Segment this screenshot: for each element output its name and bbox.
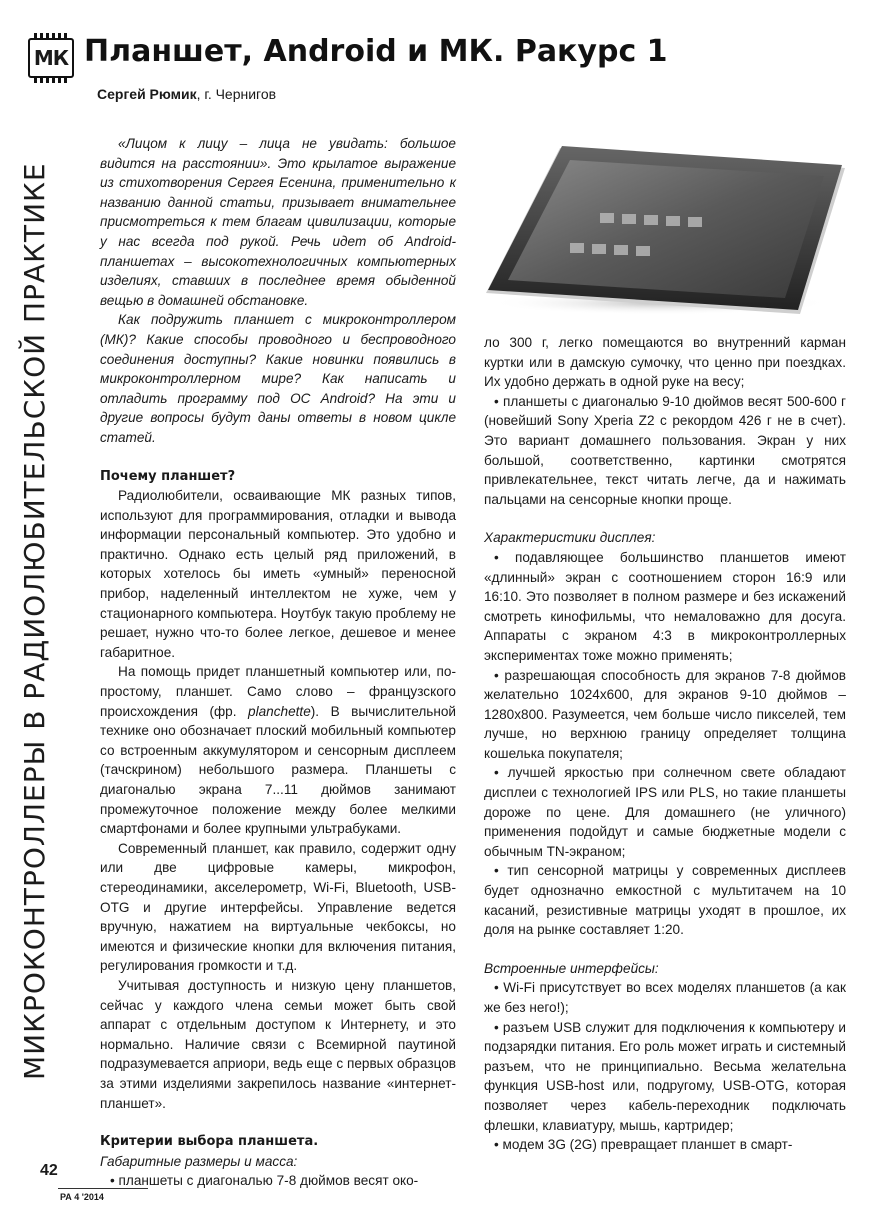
bullet-item: • Wi-Fi присутствует во всех моделях планшетов (а как же без него!); (484, 980, 846, 1015)
heading-why-tablet: Почему планшет? (100, 468, 236, 484)
bullet-item: • лучшей яркостью при солнечном свете обладают дисплеи с технологией IPS или PLS, но такие планшеты дороже по цене. Для домашнего (не уличного) применения подойдут и самые бюджетные модели с обычным TN-экраном; (484, 765, 846, 859)
bullet-item: • разрешающая способность для экранов 7-8 дюймов желательно 1024x600, для экранов 9-10 дюймов – 1280x800. Разумеется, чем больше число пикселей, тем лучше, но верхнюю границу определяет толщина кошелька покупателя; (484, 667, 846, 761)
bullet-item: • подавляющее большинство планшетов имеют «длинный» экран с соотношением сторон 16:9 или 16:10. Это позволяет в полном размере и без искажений смотреть кинофильмы, что немаловажно для досуга. Аппараты с экраном 4:3 в микроконтроллерных экспериментах тоже можно применять; (484, 549, 846, 663)
left-column (100, 134, 456, 1191)
subheading-interfaces: Встроенные интерфейсы: (484, 960, 659, 976)
body-paragraph-2: На помощь придет планшетный компьютер или, по-простому, планшет. Само слово – французского происхождения (фр. planchette). В вычислительной технике оно обозначает плоский мобильный компьютер со встроенным аккумулятором и сенсорным дисплеем (тачскрином) небольшого размера. Планшеты с диагональю экрана 7...11 дюймов занимают промежуточное положение между более мелкими смартфонами и более крупными ультрабуками. (100, 664, 456, 837)
heading-criteria: Критерии выбора планшета. (100, 1134, 319, 1150)
magazine-logo: МК (28, 38, 74, 78)
subheading-display: Характеристики дисплея: (484, 530, 656, 546)
tablet-photo (480, 118, 856, 318)
body-continuation: ло 300 г, легко помещаются во внутренний карман куртки или в дамскую сумочку, что ценно при поездках. Их удобно держать в одной руке на весу; (484, 335, 846, 390)
author-name: Сергей Рюмик (97, 86, 197, 102)
body-paragraph-3: Современный планшет, как правило, содержит одну или две цифровые камеры, микрофон, стереодинамики, акселерометр, Wi-Fi, Bluetooth, USB-OTG и другие интерфейсы. Управление ведется вручную, нажатием на виртуальные чекбоксы, но имеются и физические кнопки для включения питания, регулирования громкости и т.д. (100, 840, 456, 974)
issue-label: РА 4 '2014 (60, 1192, 104, 1202)
footer-rule (58, 1188, 148, 1189)
bullet-item: • тип сенсорной матрицы у современных дисплеев будет однозначно емкостной с мультитачем на 10 касаний, резистивные матрицы уходят в прошлое, их доля на рынке составляет 1:20. (484, 863, 846, 938)
body-paragraph-1: Радиолюбители, осваивающие МК разных типов, используют для программирования, отладки и вывода информации персональный компьютер. Это удобно и практично. Однако есть целый ряд приложений, в которых хотелось бы иметь «умный» переносной прибор, наделенный интеллектом не хуже, чем у стационарного компьютера. Ноутбук такую проблему не решает, нужно что-то более легкое, дешевое и менее габаритное. (100, 488, 456, 660)
lead-paragraph-1: «Лицом к лицу – лица не увидать: большое видится на расстоянии». Это крылатое выражение из стихотворения Сергея Есенина, применительно к названию данной статьи, призывает внимательнее присмотреться к тем благам цивилизации, которые у нас всегда под рукой. Речь идет об Android-планшетах – высокотехнологичных компьютерных изделиях, ставших в последнее время обыденной вещью в домашней обстановке. (100, 136, 456, 308)
section-side-heading: МИКРОКОНТРОЛЛЕРЫ В РАДИОЛЮБИТЕЛЬСКОЙ ПРАКТИКЕ (18, 162, 51, 1080)
bullet-item: • модем 3G (2G) превращает планшет в смарт- (494, 1137, 793, 1153)
author-city: , г. Чернигов (196, 86, 277, 102)
bullet-item: • разъем USB служит для подключения к компьютеру и подзарядки питания. Его роль может играть и системный разъем, что не принципиально. Весьма желательна функция USB-host или, подругому, USB-OTG, которая позволяет через кабель-переходник подключать флешки, клавиатуру, мышь, картридер; (484, 1019, 846, 1133)
page-number: 42 (40, 1162, 58, 1179)
author-line (97, 86, 276, 102)
bullet-item: • планшеты с диагональю 7-8 дюймов весят око- (110, 1173, 419, 1189)
right-column (484, 333, 846, 1155)
lead-paragraph-2: Как подружить планшет с микроконтроллером (МК)? Какие способы проводного и беспроводного соединения доступны? Какие новинки появились в микроконтроллерном мире? Как написать и отладить программу под ОС Android? На эти и другие вопросы будут даны ответы в новом цикле статей. (100, 312, 456, 445)
bullet-item: • планшеты с диагональю 9-10 дюймов весят 500-600 г (новейший Sony Xperia Z2 с рекордом 426 г не в счет). Это вариант домашнего пользования. Экран у них большой, соответственно, картинки смотрятся привлекательнее, текст читать легче, да и нажимать пальцами на сенсорные кнопки проще. (484, 393, 846, 507)
body-paragraph-4: Учитывая доступность и низкую цену планшетов, сейчас у каждого члена семьи может быть свой аппарат с отдельным доступом к Интернету, и это нормально. Наличие связи с Всемирной паутиной подразумевается априори, ведь еще с первых образцов за этими изделиями закрепилось название «интернет-планшет». (100, 977, 456, 1111)
subheading-size-weight: Габаритные размеры и масса: (100, 1153, 298, 1169)
article-title: Планшет, Android и МК. Ракурс 1 (84, 34, 668, 69)
